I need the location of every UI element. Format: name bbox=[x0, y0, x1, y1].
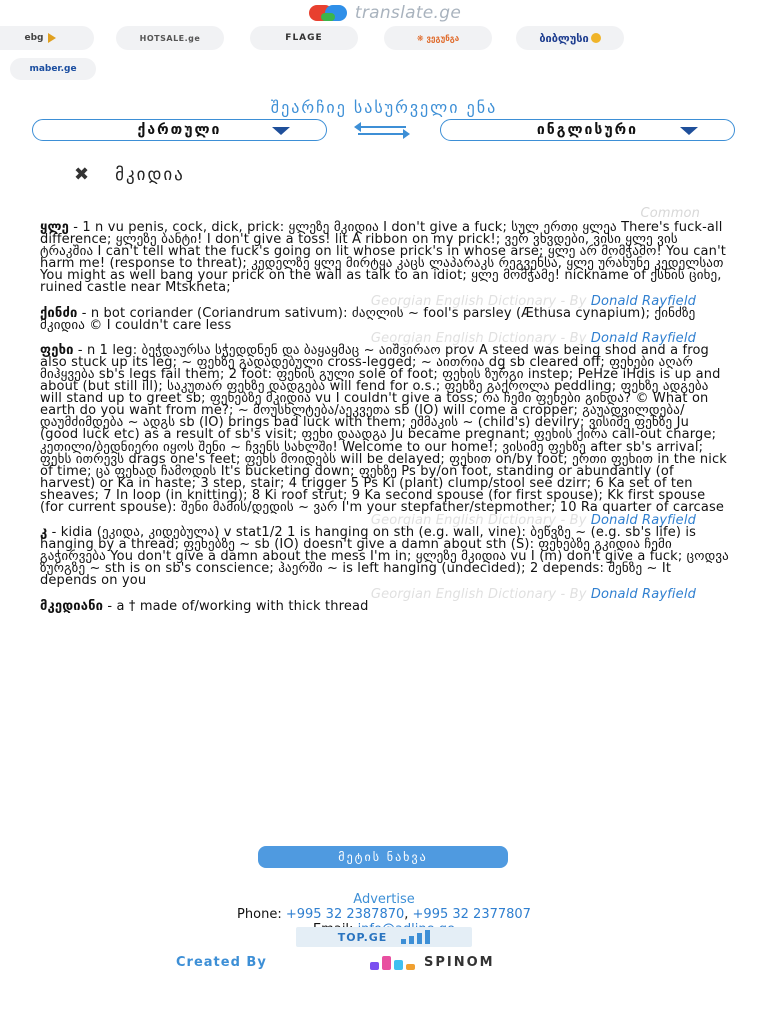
entry-definition: - 1 n vu penis, cock, dick, prick: ყლეზე მკიდია I don't give a fuck; სულ ერთი ყლეა There's fuck-all difference; ყლეზე ბანტი! I don't give a toss! lit A ribbon on my prick!; ვერ ვხვდები, ვისი ყლე ვის ტრაკშია I can't tell what the fuck's going on lit whose prick's in whose arse; ყლე არ მომჭამო! You can't harm me! (response to threat); კედელზე ყლე მირტყა კაცს ლაპარაკს რეგვენსა, ყლე ურახუნე კედელსათ You might as well bang your prick on the wall as talk to an idiot; ყლე მომჭამე! nickname of ქსნის ციხე, ruined castle near Mtskheta; bbox=[40, 220, 727, 296]
query-text: მკიდია bbox=[115, 164, 185, 185]
credit-author-link[interactable]: Donald Rayfield bbox=[590, 513, 696, 529]
list-item bbox=[40, 342, 730, 515]
entry-headword[interactable]: კ bbox=[40, 525, 48, 541]
site-logo[interactable] bbox=[0, 2, 768, 24]
chevron-down-icon bbox=[272, 127, 290, 135]
entry-definition: - n 1 leg: ბეჭდაურსა სჭედდნენ და ბაყაყმაც ~ აიშვირაო prov A steed was being shod and a frog also stuck up its leg; ~ ფეხზე გადადებული cross-legged; ~ აითრია dg sb cleared off; ფეხები აღარ მიჰყვება sb's legs fail them; 2 foot: ფეხის გული sole of foot; ფეხის ზურგი instep; PeHze iHdis is up and about (but still ill); საკუთარ ფეხზე დადგება will fend for o.s.; ფეხზე გაქროლა peddling; ფეხზე ადგება will stand up to greet sb; ფეხებზე მკიდია vu I couldn't give a toss; რა ჩემი ფეხები გინდა? © What on earth do you want from me?; ~ მოუსხლტება/აეკვეთა sb (IO) will come a cropper; გაუადვილდება/დაუმძიმდება ~ ადგს sb (IO) brings bad luck with them; ეშმაკის ~ (child's) devilry; ვისიმე ფეხზე Ju (good luck etc) as a result of sb's visit; ფეხი დაადგა Ju became pregnant; ფეხის ქირა call-out charge; კეთილი/ბედნიერი იყოს შენი ~ ჩვენს სახლში! Welcome to our home!; ვისიმე ფეხზე after sb's arrival; ფეხს ითრევს drags one's feet; ფეხს მოიდებს will be delayed; ფეხით on/by foot; ერთი ფეხით in the nick of time; ცა ფეხად ჩამოდის It's bucketing down; ფეხზე Ps by/on foot, standing or abundantly (of harvest) or Ka in haste; 3 step, stair; 4 trigger 5 Ps Ki (plant) clump/stool see dzirr; 6 Ka set of ten sheaves; 7 In loop (in knitting); 8 Ki roof strut; 9 Ka second spouse (for first spouse); Kk first spouse (for current spouse): შენი მამის/დედის ~ ვარ I'm your stepfather/stepmother; 10 Ra quarter of carcase bbox=[40, 342, 727, 515]
phone-label: Phone: bbox=[237, 907, 286, 922]
partner-ebg[interactable] bbox=[0, 26, 94, 50]
partner-ebg-label: ebg bbox=[24, 33, 44, 43]
partner-maber[interactable] bbox=[10, 58, 96, 80]
created-by bbox=[0, 954, 768, 974]
category-label: Common bbox=[640, 206, 700, 221]
source-language-select[interactable] bbox=[32, 119, 327, 141]
chevron-down-icon bbox=[680, 127, 698, 135]
results-list bbox=[40, 208, 730, 613]
created-by-label: Created By bbox=[176, 955, 267, 970]
credit-prefix: Georgian English Dictionary - By bbox=[370, 330, 591, 346]
list-item bbox=[40, 527, 730, 587]
site-name: translate.ge bbox=[354, 3, 462, 23]
arrow-right-icon bbox=[403, 129, 410, 139]
entry-definition: - n bot coriander (Coriandrum sativum): ძაღლის ~ fool's parsley (Æthusa cynapium); ქინძზე მკიდია © I couldn't care less bbox=[40, 305, 696, 333]
partner-banners bbox=[0, 26, 768, 54]
swap-line-top bbox=[358, 126, 406, 128]
target-language-select[interactable] bbox=[440, 119, 735, 141]
partner-hotsale[interactable] bbox=[116, 26, 224, 50]
credit-author-link[interactable]: Donald Rayfield bbox=[590, 586, 696, 602]
translate-logo-icon bbox=[307, 5, 349, 21]
entry-headword[interactable]: მკედიანი bbox=[40, 598, 104, 614]
entry-definition: - a † made of/working with thick thread bbox=[103, 598, 369, 614]
partner-flage-label: FLAGE bbox=[285, 33, 323, 43]
tag-icon bbox=[591, 33, 601, 43]
target-language-label: ინგლისური bbox=[536, 122, 639, 138]
partner-biblusi[interactable] bbox=[516, 26, 624, 50]
partner-maber-label: maber.ge bbox=[29, 64, 77, 74]
entry-headword[interactable]: ქინძი bbox=[40, 305, 78, 321]
credit-prefix: Georgian English Dictionary - By bbox=[370, 586, 591, 602]
partner-flage[interactable] bbox=[250, 26, 358, 50]
bar-chart-icon bbox=[401, 930, 430, 944]
partner-vegunga[interactable] bbox=[384, 26, 492, 50]
credit-author-link[interactable]: Donald Rayfield bbox=[590, 293, 696, 309]
entry-headword[interactable]: ფეხი bbox=[40, 342, 74, 358]
spinom-logo-icon bbox=[370, 956, 416, 970]
phone-link-2[interactable]: +995 32 2377807 bbox=[412, 907, 531, 922]
credit-prefix: Georgian English Dictionary - By bbox=[370, 513, 591, 529]
partner-hotsale-label: HOTSALE.ge bbox=[139, 33, 201, 43]
list-item bbox=[40, 305, 730, 333]
search-query bbox=[74, 164, 185, 185]
list-item bbox=[40, 222, 730, 295]
advertise-link[interactable]: Advertise bbox=[353, 892, 415, 907]
credit-prefix: Georgian English Dictionary - By bbox=[370, 293, 591, 309]
source-language-label: ქართული bbox=[137, 122, 222, 138]
top-ge-counter[interactable] bbox=[296, 927, 472, 947]
company-name: SPINOM bbox=[424, 955, 495, 970]
credit-author-link[interactable]: Donald Rayfield bbox=[590, 330, 696, 346]
show-more-button[interactable]: მეტის ნახვა bbox=[258, 846, 508, 868]
list-item bbox=[40, 598, 730, 614]
partner-vegunga-label: ვეგუნგა bbox=[426, 33, 460, 43]
spinom-link[interactable] bbox=[370, 955, 495, 970]
counter-label: TOP.GE bbox=[337, 930, 388, 944]
swap-languages-button[interactable] bbox=[352, 120, 412, 142]
close-icon[interactable]: ✖ bbox=[74, 164, 92, 185]
partner-biblusi-label: ბიბლუსი bbox=[539, 31, 589, 45]
phone-separator: , bbox=[404, 907, 413, 922]
entry-definition: - kidia (ეკიდა, კიდებულა) v stat1/2 1 is hanging on sth (e.g. wall, vine): ბეწვზე ~ (e.g. sb's life) is hanging by a thread; ფეხებზე ~ sb (IO) doesn't give a damn about sth (S): ფეხებზე გკიდია ჩემი გაჭირვება You don't give a damn about the mess I'm in; ყლეზე მკიდია vu I (m) don't give a fuck; ცოდვა ზურგზე ~ sth is on sb's conscience; ჰაერში ~ is left hanging (undecided); 2 depends: შენზე ~ It depends on you bbox=[40, 525, 729, 589]
language-select-title: შეარჩიე სასურველი ენა bbox=[270, 98, 498, 117]
partner-vegunga-icon: ❋ bbox=[416, 33, 424, 43]
entry-headword[interactable]: ყლე bbox=[40, 220, 69, 235]
play-icon bbox=[48, 33, 56, 43]
phone-link-1[interactable]: +995 32 2387870 bbox=[285, 907, 405, 922]
swap-line-bottom bbox=[358, 133, 406, 135]
footer-phone bbox=[0, 907, 768, 922]
